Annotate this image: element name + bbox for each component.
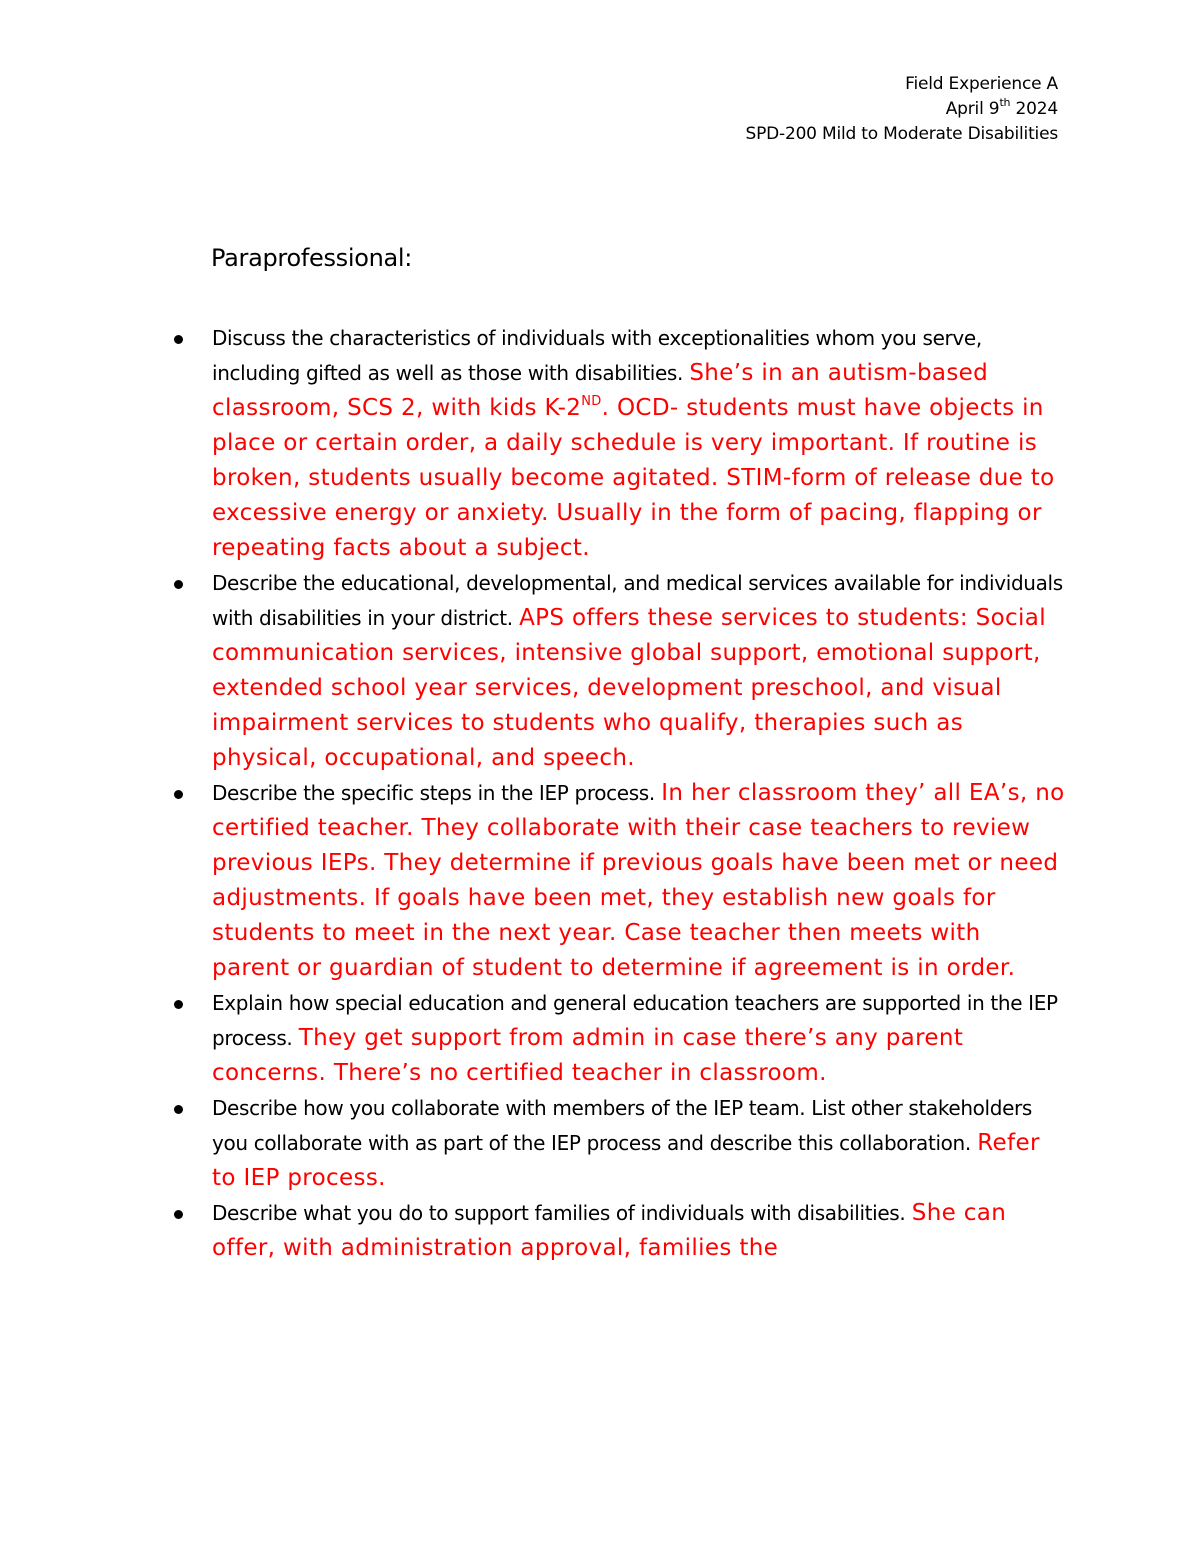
answer-text: Refer to IEP process.	[212, 1130, 1040, 1191]
question-item	[165, 986, 1065, 1091]
answer-text: They get support from admin in case there’s any parent concerns. There’s no certified teacher in classroom.	[212, 1025, 964, 1086]
answer-text: She can offer, with administration approval, families the	[212, 1200, 1007, 1261]
question-list	[165, 321, 1065, 1266]
question-item	[165, 1091, 1065, 1196]
answer-text: In her classroom they’ all EA’s, no certified teacher. They collaborate with their case teachers to review previous IEPs. They determine if previous goals have been met or need adjustments. If goals have been met, they establish new goals for students to meet in the next year. Case teacher then meets with parent or guardian of student to determine if agreement is in order.	[212, 780, 1065, 981]
assignment-name: Field Experience A	[905, 74, 1058, 94]
question-prompt: Describe what you do to support families of individuals with disabilities.	[212, 1201, 906, 1225]
bullet-icon	[174, 1000, 183, 1009]
bullet-icon	[174, 790, 183, 799]
bullet-icon	[174, 580, 183, 589]
assignment-date	[745, 97, 1058, 122]
question-prompt: Explain how special education and general education teachers are supported in the IEP process.	[212, 991, 1058, 1050]
question-prompt: Describe the educational, developmental, and medical services available for individuals with disabilities in your district.	[212, 571, 1063, 630]
course-name: SPD-200 Mild to Moderate Disabilities	[745, 124, 1058, 144]
question-item	[165, 1196, 1065, 1266]
answer-text-part: She’s in an autism-based classroom, SCS 2, with kids K-2	[212, 360, 989, 421]
bullet-icon	[174, 1105, 183, 1114]
question-item	[165, 776, 1065, 986]
bullet-icon	[174, 335, 183, 344]
document-header	[745, 72, 1058, 147]
question-item	[165, 321, 1065, 566]
question-prompt: Discuss the characteristics of individuals with exceptionalities whom you serve, including gifted as well as those with disabilities.	[212, 326, 982, 385]
answer-text-part: . OCD- students must have objects in place or certain order, a daily schedule is very important. If routine is broken, students usually become agitated. STIM-form of release due to excessive energy or anxiety. Usually in the form of pacing, flapping or repeating facts about a subject.	[212, 395, 1055, 561]
answer-text	[212, 360, 1055, 561]
answer-superscript: ND	[581, 394, 602, 410]
question-item	[165, 566, 1065, 776]
date-year: 2024	[1010, 99, 1058, 119]
bullet-icon	[174, 1210, 183, 1219]
question-prompt: Describe how you collaborate with members of the IEP team. List other stakeholders you collaborate with as part of the IEP process and describe this collaboration.	[212, 1096, 1032, 1155]
date-ordinal-suffix: th	[999, 96, 1011, 110]
date-month-day: April 9	[945, 99, 1000, 119]
question-prompt: Describe the specific steps in the IEP process.	[212, 781, 655, 805]
section-title: Paraprofessional:	[211, 244, 413, 272]
answer-text: APS offers these services to students: Social communication services, intensive global support, emotional support, extended school year services, development preschool, and visual impairment services to students who qualify, therapies such as physical, occupational, and speech.	[212, 605, 1046, 771]
